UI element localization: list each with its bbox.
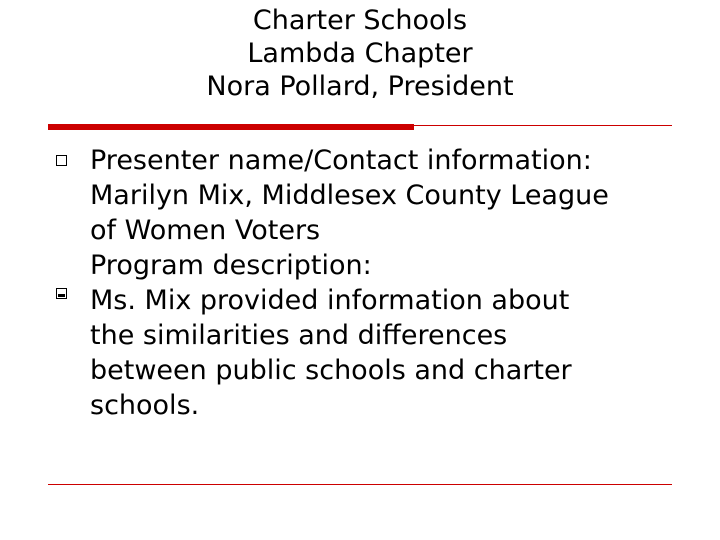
footer-divider (48, 484, 672, 485)
program-line: between public schools and charter (90, 355, 572, 386)
list-item-program (90, 248, 690, 423)
slide-title (0, 4, 720, 103)
title-line-3: Nora Pollard, President (206, 71, 514, 102)
program-heading: Program description: (90, 250, 372, 281)
title-line-1: Charter Schools (252, 5, 468, 36)
presenter-line: Marilyn Mix, Middlesex County League (90, 180, 609, 211)
title-line-2: Lambda Chapter (247, 38, 473, 69)
slide-body (90, 143, 690, 423)
program-line: Ms. Mix provided information about (90, 285, 570, 316)
list-item-presenter (90, 143, 690, 248)
program-line: the similarities and differences (90, 320, 508, 351)
shaded-square-bullet-icon (56, 288, 67, 299)
title-divider-thin (414, 125, 672, 126)
program-line: schools. (90, 390, 200, 421)
hollow-square-bullet-icon (56, 155, 67, 166)
title-divider-thick (48, 124, 414, 130)
presenter-heading: Presenter name/Contact information: (90, 145, 592, 176)
presenter-line: of Women Voters (90, 215, 321, 246)
